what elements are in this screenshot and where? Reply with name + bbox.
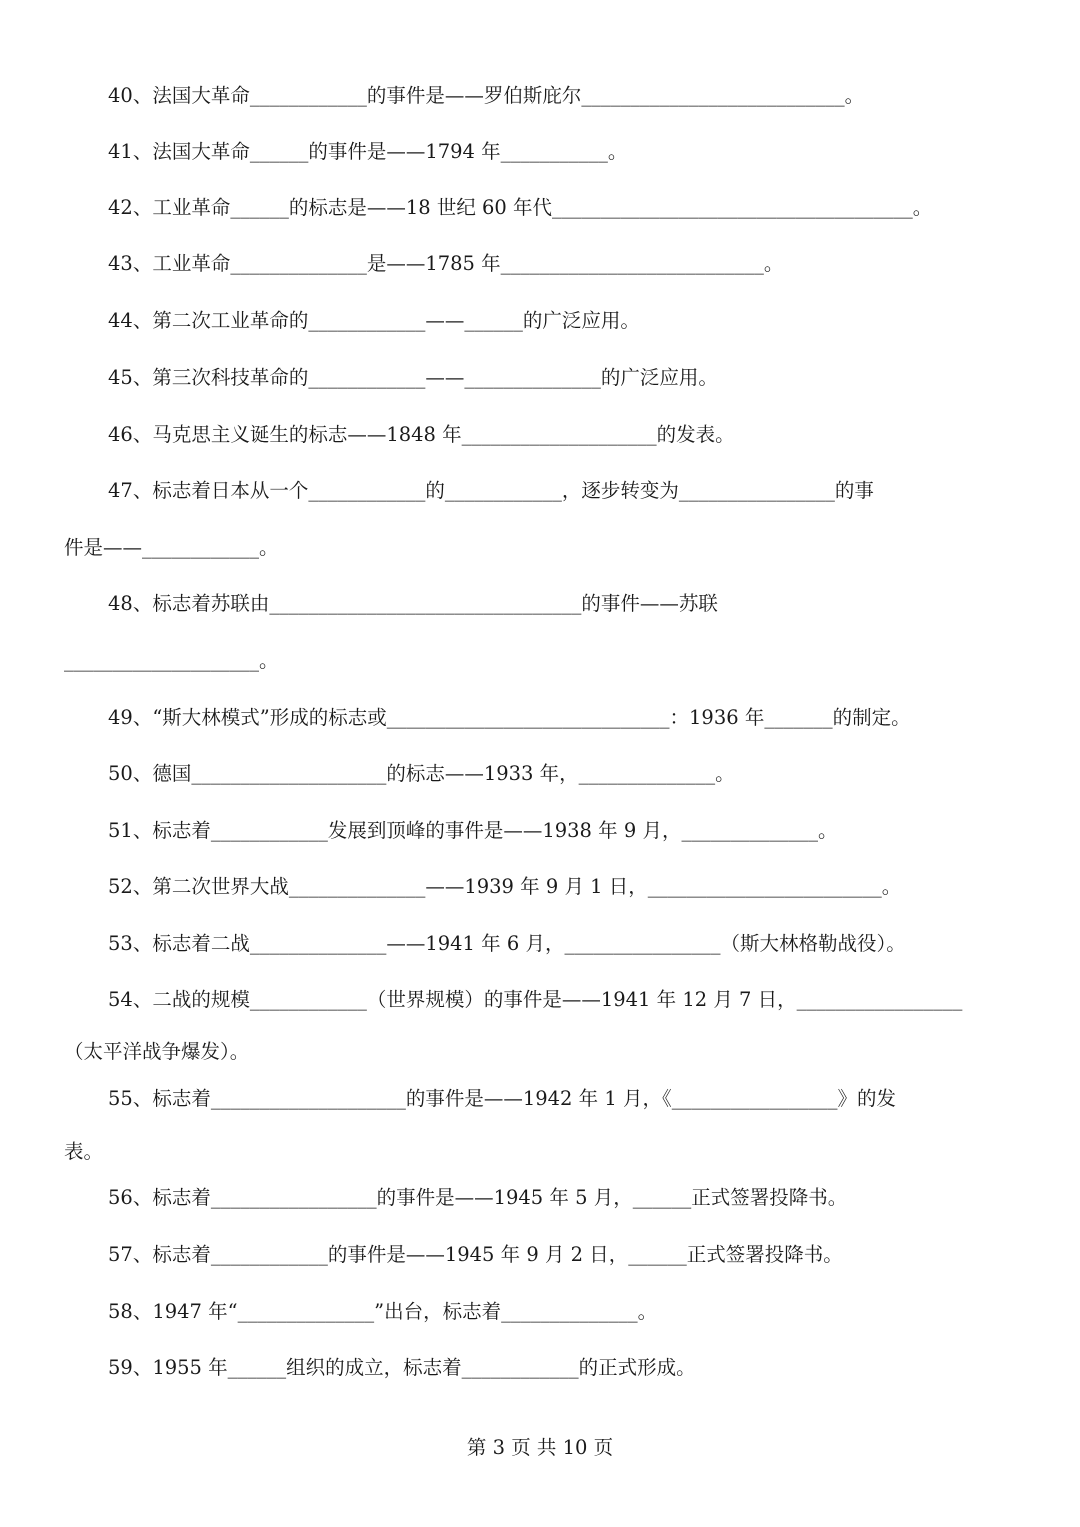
- question-46: 46、马克思主义诞生的标志——1848 年____________________的发表。: [108, 423, 735, 446]
- question-55-continued: 表。: [64, 1140, 104, 1163]
- question-45: 45、第三次科技革命的____________——______________的广泛应用。: [108, 366, 718, 389]
- question-52: 52、第二次世界大战______________——1939 年 9 月 1 日，________________________。: [108, 875, 902, 898]
- question-53: 53、标志着二战______________——1941 年 6 月，________________（斯大林格勒战役）。: [108, 932, 906, 955]
- question-41: 41、法国大革命______的事件是——1794 年___________。: [108, 140, 628, 163]
- question-42: 42、工业革命______的标志是——18 世纪 60 年代_____________________________________。: [108, 196, 933, 219]
- question-43: 43、工业革命______________是——1785 年___________________________。: [108, 252, 784, 275]
- question-47: 47、标志着日本从一个____________的____________，逐步转变为________________的事: [108, 479, 874, 502]
- question-48: 48、标志着苏联由________________________________的事件——苏联: [108, 592, 718, 615]
- question-54-continued: （太平洋战争爆发）。: [64, 1040, 250, 1063]
- page-number-footer: 第 3 页 共 10 页: [466, 1436, 614, 1459]
- question-50: 50、德国____________________的标志——1933 年，______________。: [108, 762, 735, 785]
- question-55: 55、标志着____________________的事件是——1942 年 1 月，《_________________》的发: [108, 1087, 896, 1110]
- question-49: 49、“斯大林模式”形成的标志或_____________________________：1936 年_______的制定。: [108, 706, 911, 729]
- question-59: 59、1955 年______组织的成立，标志着____________的正式形成。: [108, 1356, 696, 1379]
- question-48-continued: ____________________。: [64, 649, 279, 672]
- question-51: 51、标志着____________发展到顶峰的事件是——1938 年 9 月，______________。: [108, 819, 838, 842]
- question-57: 57、标志着____________的事件是——1945 年 9 月 2 日，______正式签署投降书。: [108, 1243, 843, 1266]
- question-44: 44、第二次工业革命的____________——______的广泛应用。: [108, 309, 640, 332]
- question-40: 40、法国大革命____________的事件是——罗伯斯庇尔___________________________。: [108, 84, 865, 107]
- question-47-continued: 件是——____________。: [64, 536, 279, 559]
- question-58: 58、1947 年“______________”出台，标志着______________。: [108, 1300, 658, 1323]
- question-54: 54、二战的规模____________（世界规模）的事件是——1941 年 12 月 7 日，_________________: [108, 988, 963, 1011]
- question-56: 56、标志着_________________的事件是——1945 年 5 月，______正式签署投降书。: [108, 1186, 848, 1209]
